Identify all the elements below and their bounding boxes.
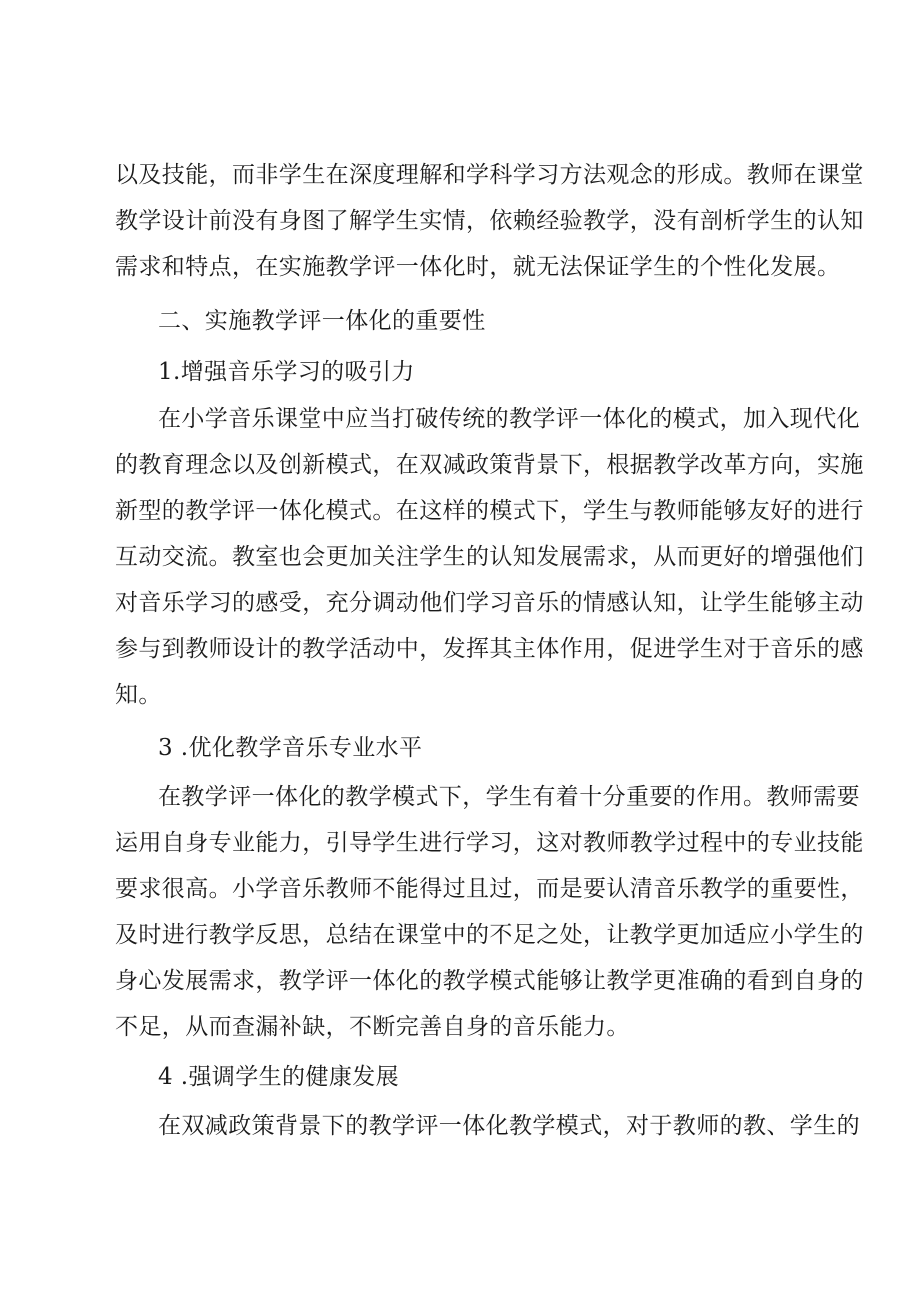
subsection-heading: 3 .优化教学音乐专业水平 <box>158 735 423 761</box>
text-line: 在小学音乐课堂中应当打破传统的教学评一体化的模式，加入现代化 <box>158 406 860 432</box>
subsection-heading: 4 .强调学生的健康发展 <box>158 1064 400 1090</box>
text-line: 对音乐学习的感受，充分调动他们学习音乐的情感认知，让学生能够主动 <box>115 590 864 616</box>
text-line: 运用自身专业能力，引导学生进行学习，这对教师教学过程中的专业技能 <box>115 830 864 856</box>
text-line: 以及技能，而非学生在深度理解和学科学习方法观念的形成。教师在课堂 <box>115 162 864 188</box>
text-line: 在双减政策背景下的教学评一体化教学模式，对于教师的教、学生的 <box>158 1113 860 1139</box>
text-line: 教学设计前没有身图了解学生实情，依赖经验教学，没有剖析学生的认知 <box>115 208 864 234</box>
subsection-heading: 1.增强音乐学习的吸引力 <box>158 359 415 385</box>
text-line: 要求很高。小学音乐教师不能得过且过，而是要认清音乐教学的重要性， <box>115 876 864 902</box>
text-line: 知。 <box>115 682 162 708</box>
text-line: 身心发展需求，教学评一体化的教学模式能够让教学更准确的看到自身的 <box>115 968 864 994</box>
text-line: 互动交流。教室也会更加关注学生的认知发展需求，从而更好的增强他们 <box>115 544 864 570</box>
text-line: 新型的教学评一体化模式。在这样的模式下，学生与教师能够友好的进行 <box>115 498 864 524</box>
text-line: 及时进行教学反思，总结在课堂中的不足之处，让教学更加适应小学生的 <box>115 922 864 948</box>
section-heading: 二、实施教学评一体化的重要性 <box>158 308 486 334</box>
text-line: 需求和特点，在实施教学评一体化时，就无法保证学生的个性化发展。 <box>115 254 841 280</box>
text-line: 参与到教师设计的教学活动中，发挥其主体作用，促进学生对于音乐的感 <box>115 636 864 662</box>
text-line: 的教育理念以及创新模式，在双减政策背景下，根据教学改革方向，实施 <box>115 452 864 478</box>
text-line: 在教学评一体化的教学模式下，学生有着十分重要的作用。教师需要 <box>158 784 860 810</box>
text-line: 不足，从而查漏补缺，不断完善自身的音乐能力。 <box>115 1014 630 1040</box>
